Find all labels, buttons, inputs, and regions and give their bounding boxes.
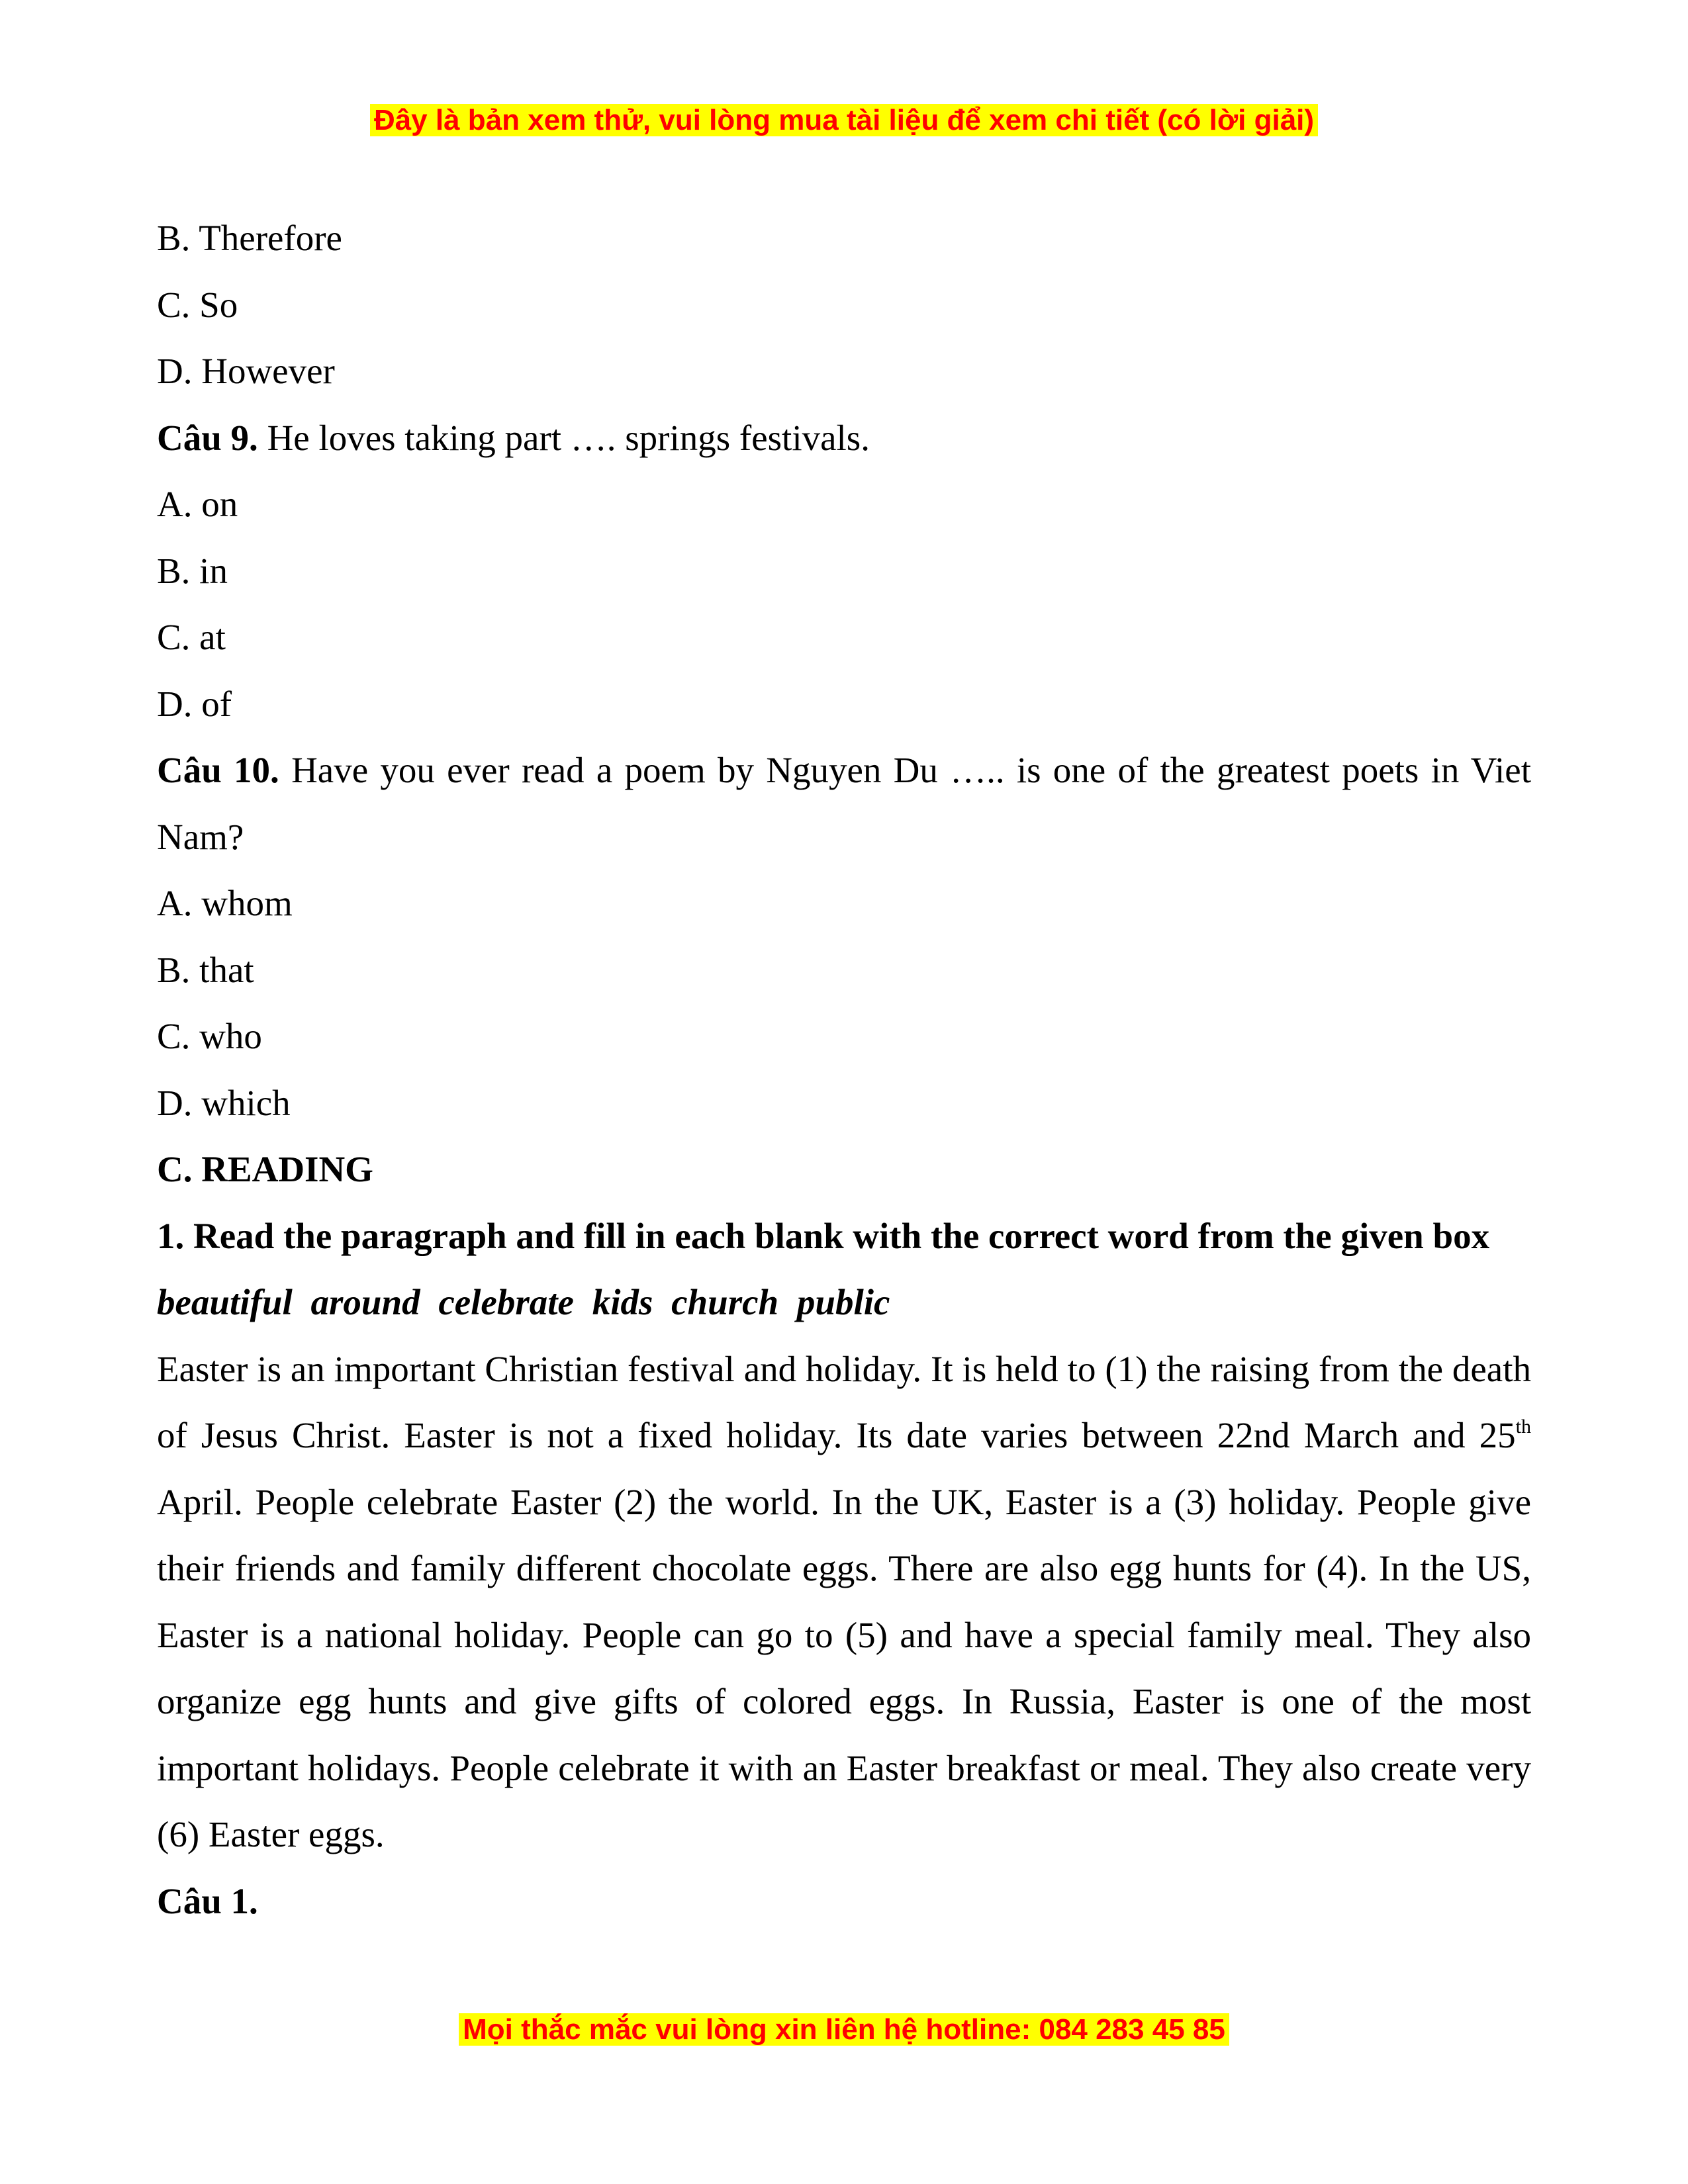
q8-option-b: B. Therefore xyxy=(157,218,342,258)
hotline-text: Mọi thắc mắc vui lòng xin liên hệ hotline: 084 283 45 85 xyxy=(459,2013,1229,2046)
q9-option-d: D. of xyxy=(157,683,232,724)
document-body xyxy=(157,205,1531,1934)
question-9-label: Câu 9. xyxy=(157,417,258,458)
q10-option-a: A. whom xyxy=(157,883,293,923)
q8-option-c: C. So xyxy=(157,284,238,325)
hotline-banner xyxy=(0,2010,1688,2050)
passage-part-2: April. People celebrate Easter (2) the world. In the UK, Easter is a (3) holiday. People give their friends and family different chocolate eggs. There are also egg hunts for (4). In the US, Easter is a national holiday. People can go to (5) and have a special family meal. They also organize egg hunts and give gifts of colored eggs. In Russia, Easter is one of the most important holidays. People celebrate it with an Easter breakfast or meal. They also create very (6) Easter eggs. xyxy=(157,1481,1531,1854)
question-9 xyxy=(157,405,1531,472)
reading-section-heading: C. READING xyxy=(157,1149,373,1189)
q10-option-d: D. which xyxy=(157,1082,291,1123)
question-10-label: Câu 10. xyxy=(157,750,279,790)
q10-option-c: C. who xyxy=(157,1016,262,1056)
q8-option-d: D. However xyxy=(157,351,335,391)
q9-option-b: B. in xyxy=(157,550,228,591)
q10-option-b: B. that xyxy=(157,949,254,990)
word-box: beautiful around celebrate kids church public xyxy=(157,1282,890,1322)
question-10 xyxy=(157,737,1531,870)
preview-notice-banner xyxy=(0,101,1688,140)
passage-part-1: Easter is an important Christian festival and holiday. It is held to (1) the raising from the death of Jesus Christ. Easter is not a fixed holiday. Its date varies between 22nd March and 25 xyxy=(157,1348,1531,1455)
question-9-text: He loves taking part …. springs festivals. xyxy=(258,417,870,458)
preview-notice-text: Đây là bản xem thử, vui lòng mua tài liệu để xem chi tiết (có lời giải) xyxy=(370,104,1318,136)
passage-superscript: th xyxy=(1515,1416,1531,1437)
q9-option-c: C. at xyxy=(157,617,226,657)
reading-instruction: 1. Read the paragraph and fill in each blank with the correct word from the given box xyxy=(157,1215,1490,1256)
q9-option-a: A. on xyxy=(157,484,238,524)
reading-passage xyxy=(157,1336,1531,1868)
question-1-label: Câu 1. xyxy=(157,1880,258,1921)
question-10-text: Have you ever read a poem by Nguyen Du ….. is one of the greatest poets in Viet Nam? xyxy=(157,750,1531,857)
